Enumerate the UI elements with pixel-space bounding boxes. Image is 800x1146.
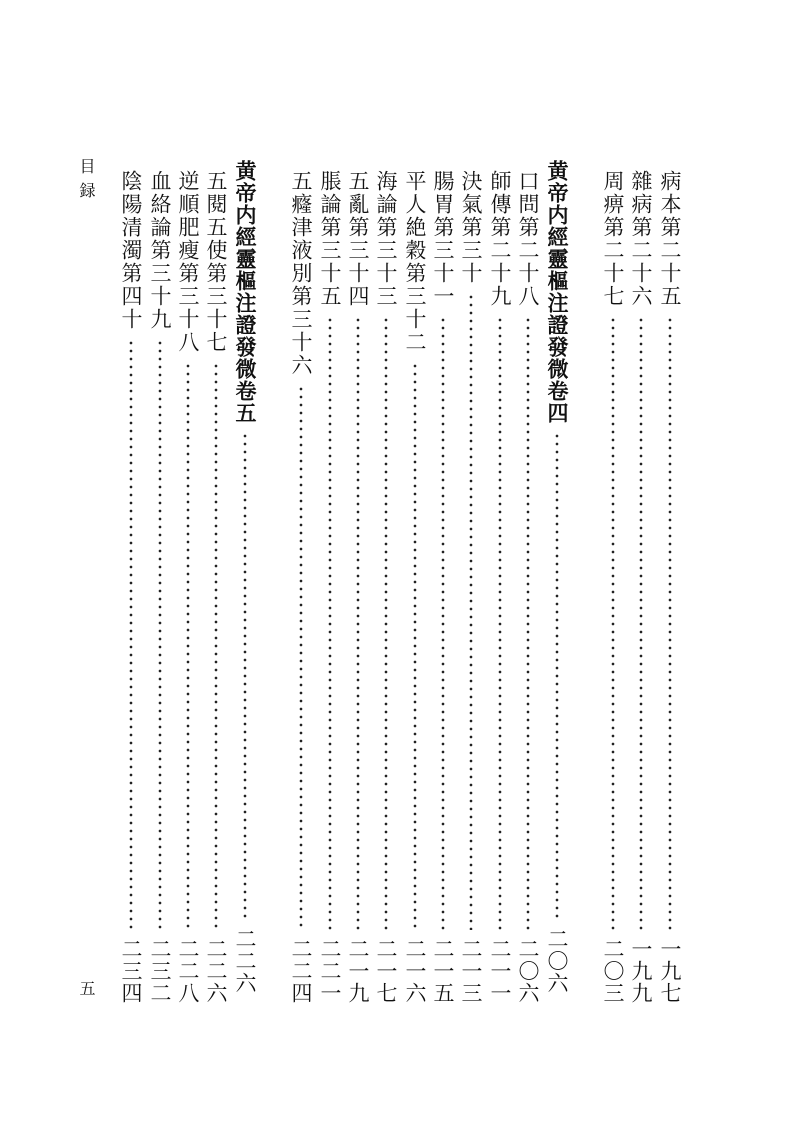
toc-entry-title: 脹論第三十五	[318, 170, 342, 308]
toc-entry	[118, 170, 144, 1004]
toc-entry	[345, 170, 371, 1004]
toc-entry-title: 陰陽清濁第四十	[119, 170, 143, 331]
toc-entry	[628, 170, 654, 1004]
toc-entry-page: 二二六	[204, 938, 228, 1004]
dot-leader	[668, 316, 672, 930]
dot-leader	[299, 385, 303, 930]
toc-entry	[175, 170, 201, 1004]
toc-entry-title: 逆順肥瘦第三十八	[176, 170, 200, 354]
dot-leader	[214, 362, 218, 930]
toc-entry-page: 二〇六	[516, 938, 540, 1004]
dot-leader	[129, 339, 133, 930]
dot-leader	[158, 339, 162, 930]
toc-entry	[487, 170, 513, 1004]
toc-entry-title: 腸胃第三十一	[431, 170, 455, 308]
toc-entry	[402, 170, 428, 1004]
dot-leader	[469, 293, 473, 930]
dot-leader	[611, 316, 615, 930]
toc-entry	[147, 170, 173, 1004]
toc-entry-title: 黄帝内經靈樞注證發微卷四	[545, 160, 569, 424]
toc-entry-page: 二二四	[289, 938, 313, 1004]
toc-entry	[288, 170, 314, 1004]
running-head: 目録	[77, 158, 96, 206]
toc-entry-title: 決氣第三十	[459, 170, 483, 285]
toc-entry-title: 海論第三十三	[374, 170, 398, 308]
toc-entry-title: 血絡論第三十九	[148, 170, 172, 331]
toc-entry-title: 周痹第二十七	[601, 170, 625, 308]
toc-volume-heading	[232, 160, 258, 994]
dot-leader	[243, 432, 247, 920]
toc-entry-page: 二三二	[148, 938, 172, 1004]
dot-leader	[526, 316, 530, 930]
toc-entry-page: 二一一	[488, 938, 512, 1004]
toc-entry-page: 二三四	[119, 938, 143, 1004]
dot-leader	[356, 316, 360, 930]
toc-entry	[515, 170, 541, 1004]
toc-entry	[373, 170, 399, 1004]
dot-leader	[186, 362, 190, 930]
folio-page-number: 五	[77, 980, 96, 1004]
toc-entry-title: 雜病第二十六	[629, 170, 653, 308]
toc-entry-title: 五閱五使第三十七	[204, 170, 228, 354]
dot-leader	[384, 316, 388, 930]
toc-entry-title: 口問第二十八	[516, 170, 540, 308]
toc-entry-page: 二一六	[403, 938, 427, 1004]
toc-entry-page: 二二一	[318, 938, 342, 1004]
dot-leader	[413, 362, 417, 930]
toc-entry-title: 師傳第二十九	[488, 170, 512, 308]
toc-entry-page: 二〇三	[601, 938, 625, 1004]
toc-entry-page: 二〇六	[545, 928, 569, 994]
toc-volume-heading	[544, 160, 570, 994]
dot-leader	[441, 316, 445, 930]
toc-entry-page: 一九九	[629, 938, 653, 1004]
dot-leader	[555, 432, 559, 920]
toc-entry-title: 病本第二十五	[658, 170, 682, 308]
toc-entry-page: 二一九	[346, 938, 370, 1004]
toc-entry-title: 五亂第三十四	[346, 170, 370, 308]
dot-leader	[498, 316, 502, 930]
toc-entry-title: 五癃津液別第三十六	[289, 170, 313, 377]
toc-entry	[430, 170, 456, 1004]
toc-entry-page: 二二六	[233, 928, 257, 994]
dot-leader	[639, 316, 643, 930]
toc-entry	[317, 170, 343, 1004]
toc-entry-page: 二一三	[459, 938, 483, 1004]
toc-entry-title: 平人絶穀第三十二	[403, 170, 427, 354]
toc-entry	[600, 170, 626, 1004]
toc-entry	[657, 170, 683, 1004]
dot-leader	[328, 316, 332, 930]
toc-entry-page: 二一七	[374, 938, 398, 1004]
toc-entry-page: 二一五	[431, 938, 455, 1004]
toc-entry	[203, 170, 229, 1004]
toc-entry-page: 一九七	[658, 938, 682, 1004]
toc-entry-title: 黄帝内經靈樞注證發微卷五	[233, 160, 257, 424]
toc-entry	[458, 170, 484, 1004]
toc-entry-page: 二二八	[176, 938, 200, 1004]
